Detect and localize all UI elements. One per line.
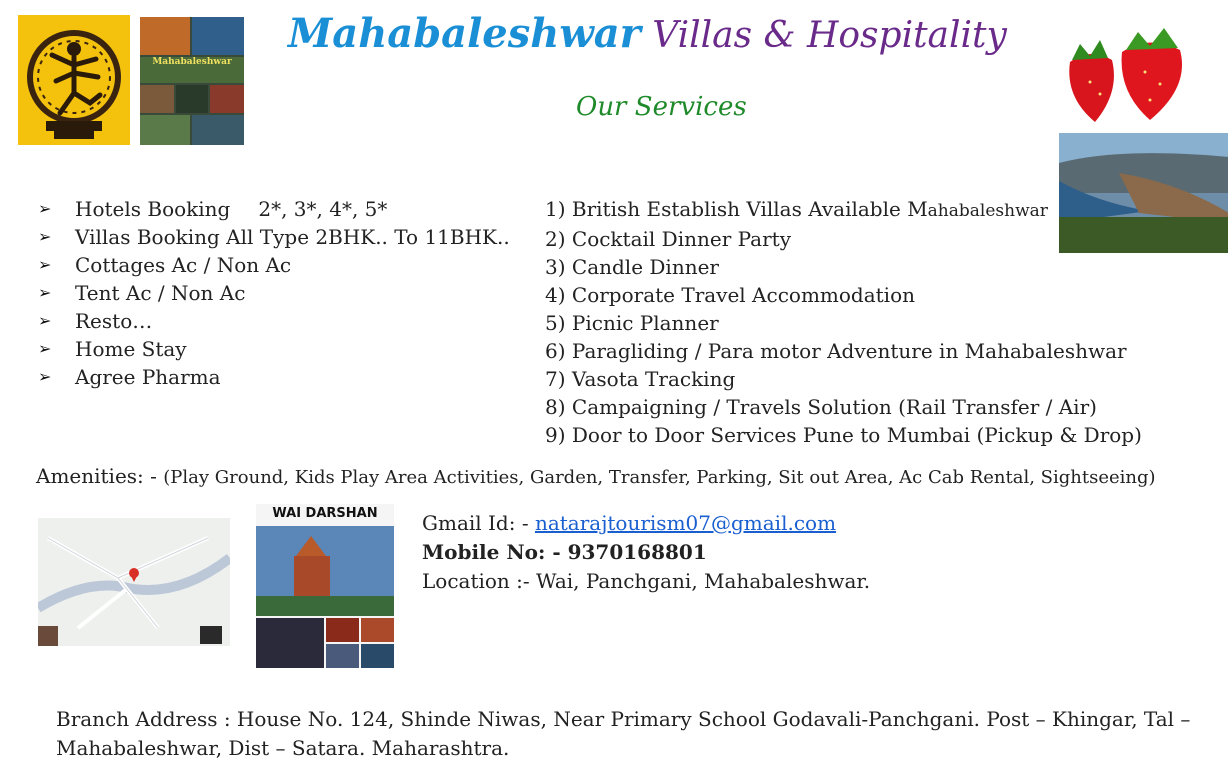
arrow-bullet-icon: ➢ bbox=[38, 339, 52, 358]
list-item: 7) Vasota Tracking bbox=[545, 367, 736, 391]
mahabaleshwar-collage-image bbox=[140, 17, 244, 145]
arrow-bullet-icon: ➢ bbox=[38, 311, 52, 330]
list-item: 6) Paragliding / Para motor Adventure in Mahabaleshwar bbox=[545, 339, 1127, 363]
arrow-bullet-icon: ➢ bbox=[38, 199, 52, 218]
arrow-bullet-icon: ➢ bbox=[38, 283, 52, 302]
list-item: ➢ Villas Booking All Type 2BHK.. To 11BHK.. bbox=[38, 225, 510, 249]
list-item: 5) Picnic Planner bbox=[545, 311, 719, 335]
list-item: 8) Campaigning / Travels Solution (Rail Transfer / Air) bbox=[545, 395, 1097, 419]
services-heading: Our Services bbox=[576, 92, 747, 122]
list-item: ➢ Cottages Ac / Non Ac bbox=[38, 253, 292, 277]
hotel-services-list bbox=[38, 195, 510, 391]
amenities-label: Amenities: - bbox=[36, 464, 164, 488]
wai-darshan-title: WAI DARSHAN bbox=[272, 506, 378, 521]
gmail-line: Gmail Id: - natarajtourism07@gmail.com bbox=[422, 511, 837, 535]
list-item: ➢ Agree Pharma bbox=[38, 365, 221, 389]
list-item: 3) Candle Dinner bbox=[545, 255, 719, 279]
list-item: 2) Cocktail Dinner Party bbox=[545, 227, 791, 251]
list-item: ➢ Home Stay bbox=[38, 337, 187, 361]
location-map-image[interactable] bbox=[38, 518, 230, 646]
amenities-line bbox=[36, 464, 1156, 488]
title-brand: Mahabaleshwar bbox=[288, 10, 641, 57]
amenities-details: (Play Ground, Kids Play Area Activities, Garden, Transfer, Parking, Sit out Area, Ac Cab Rental, Sightseeing) bbox=[163, 467, 1156, 488]
strawberry-image bbox=[1050, 22, 1210, 132]
list-item: ➢ Tent Ac / Non Ac bbox=[38, 281, 246, 305]
branch-address: Branch Address : House No. 124, Shinde Niwas, Near Primary School Godavali-Panchgani. Post – Khingar, Tal – Mahabaleshwar, Dist – Satara. Maharashtra. bbox=[56, 707, 1191, 760]
nataraja-logo-icon bbox=[18, 15, 130, 145]
list-item: 1) British Establish Villas Available Mahabaleshwar bbox=[545, 197, 1048, 221]
title-rest: Villas & Hospitality bbox=[640, 15, 1007, 56]
arrow-bullet-icon: ➢ bbox=[38, 227, 52, 246]
location-text: Location :- Wai, Panchgani, Mahabaleshwar. bbox=[422, 569, 871, 593]
list-item: 9) Door to Door Services Pune to Mumbai (Pickup & Drop) bbox=[545, 423, 1142, 447]
list-item: ➢ Hotels Booking 2*, 3*, 4*, 5* bbox=[38, 197, 388, 221]
gmail-link[interactable]: natarajtourism07@gmail.com bbox=[534, 511, 837, 535]
special-services-list bbox=[545, 195, 1142, 449]
list-item: ➢ Resto… bbox=[38, 309, 153, 333]
wai-darshan-image bbox=[256, 504, 394, 668]
list-item: 4) Corporate Travel Accommodation bbox=[545, 283, 915, 307]
contact-info bbox=[422, 509, 870, 596]
arrow-bullet-icon: ➢ bbox=[38, 255, 52, 274]
collage-caption: Mahabaleshwar bbox=[152, 57, 232, 67]
page-title bbox=[288, 10, 1007, 57]
arrow-bullet-icon: ➢ bbox=[38, 367, 52, 386]
mobile-number: Mobile No: - 9370168801 bbox=[422, 540, 707, 564]
